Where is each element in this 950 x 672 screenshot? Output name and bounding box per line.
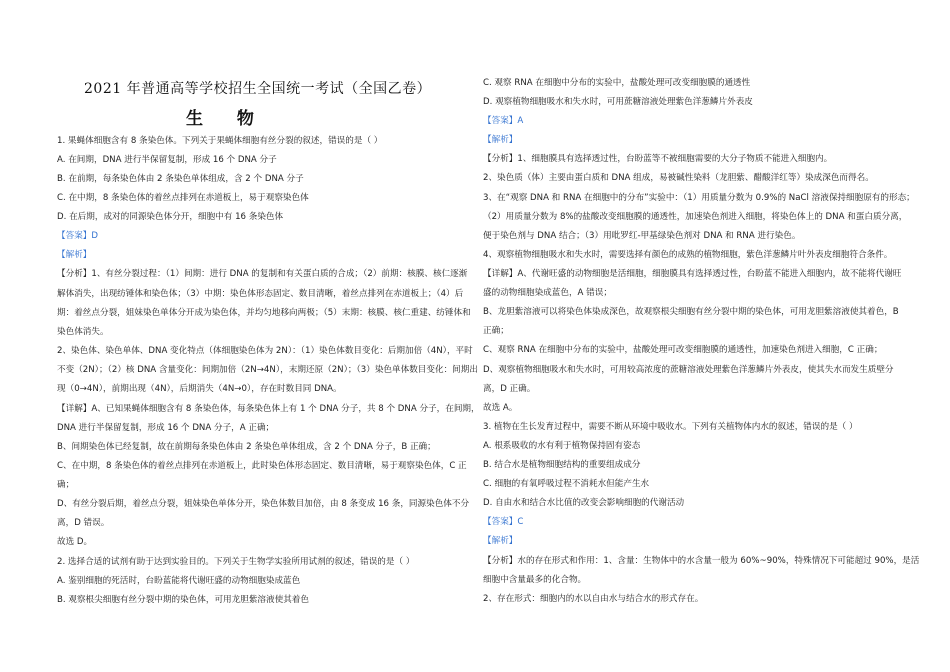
text-line: C. 观察 RNA 在细胞中分布的实验中，盐酸处理可改变细胞膜的通透性	[483, 78, 751, 88]
text-line: B、间期染色体已经复制，故在前期每条染色体由 2 条染色单体组成，含 2 个 DNA 分子，B 正确；	[57, 442, 436, 452]
text-line: 4、观察植物细胞吸水和失水时，需要选择有颜色的成熟的植物细胞，紫色洋葱鳞片叶外表皮细胞符合条件。	[483, 250, 893, 260]
text-line: 【解析】	[483, 135, 518, 145]
text-line: 【详解】A、代谢旺盛的动物细胞是活细胞，细胞膜具有选择透过性，台盼蓝不能进入细胞内，故不能将代谢旺	[483, 269, 902, 279]
text-line: 故选 D。	[57, 537, 93, 547]
text-line: B. 在前期，每条染色体由 2 条染色单体组成，含 2 个 DNA 分子	[57, 174, 304, 184]
text-line: 离，D 错误。	[57, 518, 110, 528]
text-line: 不变（2N）；（2）核 DNA 含量变化：间期加倍（2N→4N），末期还原（2N）；（3）染色单体数目变化：间期出	[57, 365, 478, 375]
text-line: 染色体消失。	[57, 327, 109, 337]
text-line: 解体消失，出现纺锤体和染色体；（3）中期：染色体形态固定、数目清晰，着丝点排列在赤道板上；（4）后	[57, 289, 464, 299]
text-line: A. 根系吸收的水有利于植物保持固有姿态	[483, 441, 641, 451]
subject-title: 生 物	[186, 109, 268, 129]
text-line: C. 在中期，8 条染色体的着丝点排列在赤道板上，易于观察染色体	[57, 193, 309, 203]
text-line: A. 鉴别细胞的死活时，台盼蓝能将代谢旺盛的动物细胞染成蓝色	[57, 576, 301, 586]
text-line: 【解析】	[483, 536, 518, 546]
text-line: B. 观察根尖细胞有丝分裂中期的染色体，可用龙胆紫溶液使其着色	[57, 595, 309, 605]
text-line: （2）用质量分数为 8%的盐酸改变细胞膜的通透性，加速染色剂进入细胞，将染色体上的 DNA 和蛋白质分离，	[483, 212, 908, 222]
text-line: D、观察植物细胞吸水和失水时，可用较高浓度的蔗糖溶液处理紫色洋葱鳞片外表皮，使其失水而发生质壁分	[483, 365, 894, 375]
text-line: A. 在间期，DNA 进行半保留复制，形成 16 个 DNA 分子	[57, 155, 277, 165]
text-line: D. 自由水和结合水比值的改变会影响细胞的代谢活动	[483, 498, 685, 508]
text-line: C、在中期，8 条染色体的着丝点排列在赤道板上，此时染色体形态固定、数目清晰，易于观察染色体，C 正	[57, 461, 467, 471]
text-line: C. 细胞的有氧呼吸过程不消耗水但能产生水	[483, 479, 650, 489]
text-line: D. 在后期，成对的同源染色体分开，细胞中有 16 条染色体	[57, 212, 284, 222]
text-line: D、有丝分裂后期，着丝点分裂，姐妹染色单体分开，染色体数目加倍，由 8 条变成 16 条，同源染色体不分	[57, 499, 470, 509]
text-line: 【详解】A、已知果蝇体细胞含有 8 条染色体，每条染色体上有 1 个 DNA 分子，共 8 个 DNA 分子，在间期，	[57, 404, 480, 414]
text-line: B. 结合水是植物细胞结构的重要组成成分	[483, 460, 641, 470]
text-line: 确；	[57, 480, 75, 490]
text-line: 【分析】1、有丝分裂过程：（1）间期：进行 DNA 的复制和有关蛋白质的合成；（2）前期：核膜、核仁逐渐	[57, 269, 468, 279]
text-line: 便于染色剂与 DNA 结合；（3）用吡罗红-甲基绿染色剂对 DNA 和 RNA 进行染色。	[483, 231, 801, 241]
text-line: 2. 选择合适的试剂有助于达到实验目的。下列关于生物学实验所用试剂的叙述，错误的是（ ）	[57, 557, 415, 567]
text-line: 【分析】1、细胞膜具有选择透过性，台盼蓝等不被细胞需要的大分子物质不能进入细胞内。	[483, 154, 833, 164]
text-line: 2、染色体、染色单体、DNA 变化特点（体细胞染色体为 2N）：（1）染色体数目变化：后期加倍（4N），平时	[57, 346, 473, 356]
text-line: 2、存在形式：细胞内的水以自由水与结合水的形式存在。	[483, 594, 704, 604]
exam-title: 2021 年普通高等学校招生全国统一考试（全国乙卷）	[84, 81, 432, 97]
text-line: 【分析】水的存在形式和作用：1、含量：生物体中的水含量一般为 60%~90%，特殊情况下可能超过 90%，是活	[483, 556, 920, 566]
text-line: 故选 A。	[483, 403, 518, 413]
text-line: 3、在“观察 DNA 和 RNA 在细胞中的分布”实验中：（1）用质量分数为 0.9%的 NaCl 溶液保持细胞原有的形态；	[483, 193, 915, 203]
text-line: 细胞中含量最多的化合物。	[483, 575, 587, 585]
text-line: 【答案】D	[57, 231, 98, 241]
text-line: 现（0→4N），前期出现（4N），后期消失（4N→0），存在时数目同 DNA。	[57, 384, 342, 394]
text-line: 盛的动物细胞染成蓝色，A 错误；	[483, 288, 612, 298]
text-line: 【答案】A	[483, 116, 524, 126]
text-line: 1. 果蝇体细胞含有 8 条染色体。下列关于果蝇体细胞有丝分裂的叙述，错误的是（ ）	[57, 136, 383, 146]
text-line: DNA 进行半保留复制，形成 16 个 DNA 分子，A 正确；	[57, 423, 275, 433]
text-line: 期：着丝点分裂，姐妹染色单体分开成为染色体，并均匀地移向两极；（5）末期：核膜、核仁重建、纺锤体和	[57, 308, 471, 318]
text-line: B、龙胆紫溶液可以将染色体染成深色，故观察根尖细胞有丝分裂中期的染色体，可用龙胆紫溶液使其着色，B	[483, 307, 899, 317]
text-line: 2、染色质（体）主要由蛋白质和 DNA 组成，易被碱性染料（龙胆紫、醋酸洋红等）染成深色而得名。	[483, 173, 874, 183]
text-line: 【解析】	[57, 250, 92, 260]
text-line: 离，D 正确。	[483, 384, 536, 394]
text-line: D. 观察植物细胞吸水和失水时，可用蔗糖溶液处理紫色洋葱鳞片外表皮	[483, 97, 753, 107]
text-line: 3. 植物在生长发育过程中，需要不断从环境中吸收水。下列有关植物体内水的叙述，错误的是（ ）	[483, 422, 858, 432]
text-line: C、观察 RNA 在细胞中分布的实验中，盐酸处理可改变细胞膜的通透性，加速染色剂进入细胞，C 正确；	[483, 345, 883, 355]
text-line: 正确；	[483, 326, 509, 336]
text-line: 【答案】C	[483, 517, 524, 527]
